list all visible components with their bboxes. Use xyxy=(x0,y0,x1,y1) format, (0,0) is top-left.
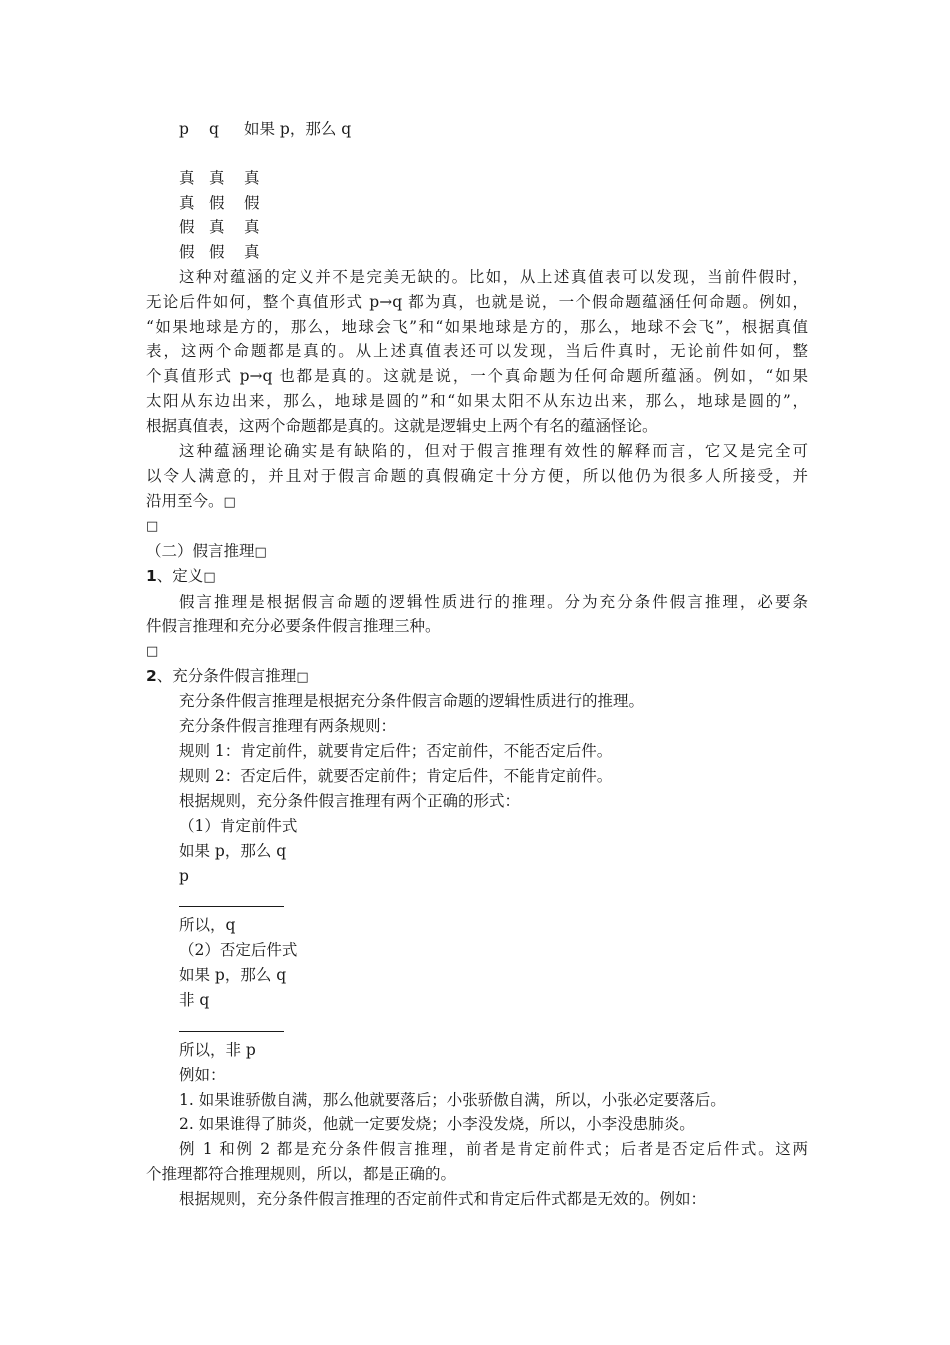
table-cell: 真 xyxy=(179,194,195,212)
paragraph-line: 以令人满意的，并且对于假言命题的真假确定十分方便，所以他仍为很多人所接受，并 xyxy=(146,467,808,485)
table-cell: 假 xyxy=(179,243,195,261)
table-cell: 假 xyxy=(179,218,195,236)
paragraph-line: 根据规则，充分条件假言推理有两个正确的形式： xyxy=(179,792,521,810)
rule-1: 规则 1：肯定前件，就要肯定后件；否定前件，不能否定后件。 xyxy=(179,742,613,760)
form-1-title: （1）肯定前件式 xyxy=(179,817,298,835)
heading-number: 1 xyxy=(146,567,157,585)
table-cell: 假 xyxy=(209,194,225,212)
section-title: （二）假言推理 xyxy=(146,542,255,560)
form-1-minor-premise: p xyxy=(179,867,189,885)
paragraph-line: 根据规则，充分条件假言推理的否定前件式和肯定后件式都是无效的。例如： xyxy=(179,1190,707,1208)
example-label: 例如： xyxy=(179,1066,226,1084)
missing-glyph-box: □ xyxy=(296,670,309,685)
missing-glyph-box: □ xyxy=(146,644,159,659)
paragraph-line: 个推理都符合推理规则，所以，都是正确的。 xyxy=(146,1165,457,1183)
form-1-divider xyxy=(179,906,284,907)
section-heading xyxy=(146,540,267,564)
table-header-implication: 如果 p，那么 q xyxy=(244,120,352,138)
sufficient-condition-heading xyxy=(146,665,309,689)
form-2-conclusion: 所以，非 p xyxy=(179,1041,256,1059)
table-cell: 假 xyxy=(244,194,260,212)
paragraph-text: 沿用至今。 xyxy=(146,492,224,510)
paragraph-line: 充分条件假言推理是根据充分条件假言命题的逻辑性质进行的推理。 xyxy=(179,692,645,710)
table-cell: 真 xyxy=(179,169,195,187)
paragraph-line: 太阳从东边出来，那么，地球是圆的”和“如果太阳不从东边出来，那么，地球是圆的”， xyxy=(146,392,808,410)
table-cell: 真 xyxy=(209,218,225,236)
table-header-q: q xyxy=(209,120,219,138)
table-cell: 真 xyxy=(244,218,260,236)
missing-glyph-box: □ xyxy=(146,519,159,534)
paragraph-line: 根据真值表，这两个命题都是真的。这就是逻辑史上两个有名的蕴涵怪论。 xyxy=(146,417,658,435)
example-2: 2. 如果谁得了肺炎，他就一定要发烧；小李没发烧，所以，小李没患肺炎。 xyxy=(179,1115,695,1133)
heading-number: 2 xyxy=(146,667,157,685)
paragraph-line: 充分条件假言推理有两条规则： xyxy=(179,717,397,735)
form-1-major-premise: 如果 p，那么 q xyxy=(179,842,287,860)
missing-glyph-box: □ xyxy=(254,545,267,560)
paragraph-line: 这种对蕴涵的定义并不是完美无缺的。比如，从上述真值表可以发现，当前件假时， xyxy=(179,268,808,286)
heading-title: 、定义 xyxy=(156,567,204,585)
form-2-divider xyxy=(179,1031,284,1032)
heading-title: 、充分条件假言推理 xyxy=(156,667,297,685)
paragraph-line: 表，这两个命题都是真的。从上述真值表还可以发现，当后件真时，无论前件如何，整 xyxy=(146,342,808,360)
paragraph-line xyxy=(146,490,236,514)
paragraph-line: “如果地球是方的，那么，地球会飞”和“如果地球是方的，那么，地球不会飞”，根据真值 xyxy=(146,318,808,336)
paragraph-line: 这种蕴涵理论确实是有缺陷的，但对于假言推理有效性的解释而言，它又是完全可 xyxy=(179,442,808,460)
table-cell: 假 xyxy=(209,243,225,261)
paragraph-line: 件假言推理和充分必要条件假言推理三种。 xyxy=(146,617,441,635)
form-2-title: （2）否定后件式 xyxy=(179,941,298,959)
form-2-minor-premise: 非 q xyxy=(179,991,210,1009)
form-1-conclusion: 所以，q xyxy=(179,916,236,934)
definition-heading xyxy=(146,565,216,589)
table-cell: 真 xyxy=(209,169,225,187)
form-2-major-premise: 如果 p，那么 q xyxy=(179,966,287,984)
example-1: 1. 如果谁骄傲自满，那么他就要落后；小张骄傲自满，所以，小张必定要落后。 xyxy=(179,1091,726,1109)
missing-glyph-box: □ xyxy=(223,495,236,510)
paragraph-line: 个真值形式 p→q 也都是真的。这就是说，一个真命题为任何命题所蕴涵。例如，“如果 xyxy=(146,367,808,385)
paragraph-line: 无论后件如何，整个真值形式 p→q 都为真，也就是说，一个假命题蕴涵任何命题。例如， xyxy=(146,293,808,311)
missing-glyph-box: □ xyxy=(203,570,216,585)
table-cell: 真 xyxy=(244,169,260,187)
rule-2: 规则 2：否定后件，就要否定前件；肯定后件，不能肯定前件。 xyxy=(179,767,613,785)
paragraph-line: 假言推理是根据假言命题的逻辑性质进行的推理。分为充分条件假言推理，必要条 xyxy=(179,593,808,611)
paragraph-line: 例 1 和例 2 都是充分条件假言推理，前者是肯定前件式；后者是否定后件式。这两 xyxy=(179,1140,808,1158)
table-header-p: p xyxy=(179,120,189,138)
table-cell: 真 xyxy=(244,243,260,261)
